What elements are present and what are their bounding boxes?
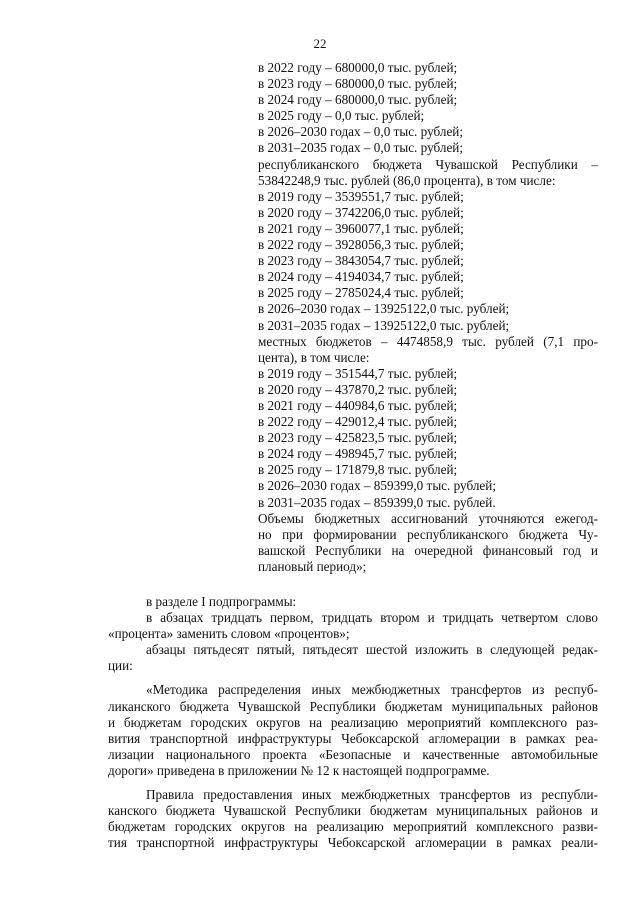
republican-budget-heading: республиканского бюджета Чувашской Республики – [258,156,598,172]
methodology-line: и бюджетам городских округов на реализацию мероприятий комплексного раз- [108,714,598,730]
paragraph-gap [108,779,598,787]
section-intro: в разделе I подпрограммы: [146,594,297,609]
rules-line: Правила предоставления иных межбюджетных трансфертов из республи- [146,787,598,803]
volumes-paragraph-line: Объемы бюджетных ассигнований уточняются ежегод- [258,510,598,526]
paragraph-line: в абзацах тридцать первом, тридцать втором и тридцать четвертом слово [146,610,598,626]
budget-line: в 2031–2035 годах – 0,0 тыс. рублей; [258,140,464,156]
republican-year-line: в 2021 году – 3960077,1 тыс. рублей; [258,220,464,236]
local-year-line: в 2031–2035 годах – 859399,0 тыс. рублей. [258,494,496,510]
local-year-line: в 2026–2030 годах – 859399,0 тыс. рублей; [258,478,496,494]
budget-line: в 2026–2030 годах – 0,0 тыс. рублей; [258,124,464,140]
paragraph-line: абзацы пятьдесят пятый, пятьдесят шестой изложить в следующей редак- [146,642,598,658]
budget-line: в 2024 году – 680000,0 тыс. рублей; [258,92,458,108]
methodology-line: дороги» приведена в приложении № 12 к настоящей подпрограмме. [108,762,490,778]
methodology-line: ликанского бюджета Чувашской Республики бюджетам муниципальных районов [108,698,598,714]
republican-budget-total: 53842248,9 тыс. рублей (86,0 процента), в том числе: [258,172,556,188]
republican-year-line: в 2024 году – 4194034,7 тыс. рублей; [258,269,464,285]
methodology-line: вития транспортной инфраструктуры Чебоксарской агломерации в рамках реа- [108,730,598,746]
republican-year-line: в 2020 году – 3742206,0 тыс. рублей; [258,204,464,220]
local-year-line: в 2020 году – 437870,2 тыс. рублей; [258,381,458,397]
budget-financing-column [258,60,598,575]
volumes-paragraph-line: но при формировании республиканского бюджета Чу- [258,526,598,542]
republican-year-line: в 2019 году – 3539551,7 тыс. рублей; [258,188,464,204]
republican-year-line: в 2023 году – 3843054,7 тыс. рублей; [258,253,464,269]
methodology-line: «Методика распределения иных межбюджетных трансфертов из респуб- [146,682,598,698]
paragraph-gap [108,674,598,682]
budget-line: в 2025 году – 0,0 тыс. рублей; [258,108,425,124]
local-budget-total: цента), в том числе: [258,349,370,365]
local-year-line: в 2019 году – 351544,7 тыс. рублей; [258,365,458,381]
paragraph-line: ции: [108,658,133,674]
local-year-line: в 2023 году – 425823,5 тыс. рублей; [258,430,458,446]
rules-line: тия транспортной инфраструктуры Чебоксарской агломерации в рамках реали- [108,835,598,851]
local-year-line: в 2025 году – 171879,8 тыс. рублей; [258,462,458,478]
page-number: 22 [313,36,327,51]
methodology-line: лизации национального проекта «Безопасные и качественные автомобильные [108,746,598,762]
volumes-paragraph-line: плановый период»; [258,558,367,574]
rules-line: бюджетам городских округов на реализацию мероприятий комплексного разви- [108,819,598,835]
amendment-text [108,594,598,851]
paragraph-line: «процента» заменить словом «процентов»; [108,626,350,642]
rules-line: канского бюджета Чувашской Республики бюджетам муниципальных районов и [108,803,598,819]
republican-year-line: в 2026–2030 годах – 13925122,0 тыс. рублей; [258,301,510,317]
republican-year-line: в 2022 году – 3928056,3 тыс. рублей; [258,237,464,253]
republican-year-line: в 2025 году – 2785024,4 тыс. рублей; [258,285,464,301]
volumes-paragraph-line: вашской Республики на очередной финансовый год и [258,542,598,558]
budget-line: в 2023 году – 680000,0 тыс. рублей; [258,76,458,92]
budget-line: в 2022 году – 680000,0 тыс. рублей; [258,60,458,75]
local-budget-heading: местных бюджетов – 4474858,9 тыс. рублей (7,1 про- [258,333,598,349]
local-year-line: в 2022 году – 429012,4 тыс. рублей; [258,414,458,430]
local-year-line: в 2021 году – 440984,6 тыс. рублей; [258,397,458,413]
republican-year-line: в 2031–2035 годах – 13925122,0 тыс. рублей; [258,317,510,333]
local-year-line: в 2024 году – 498945,7 тыс. рублей; [258,446,458,462]
